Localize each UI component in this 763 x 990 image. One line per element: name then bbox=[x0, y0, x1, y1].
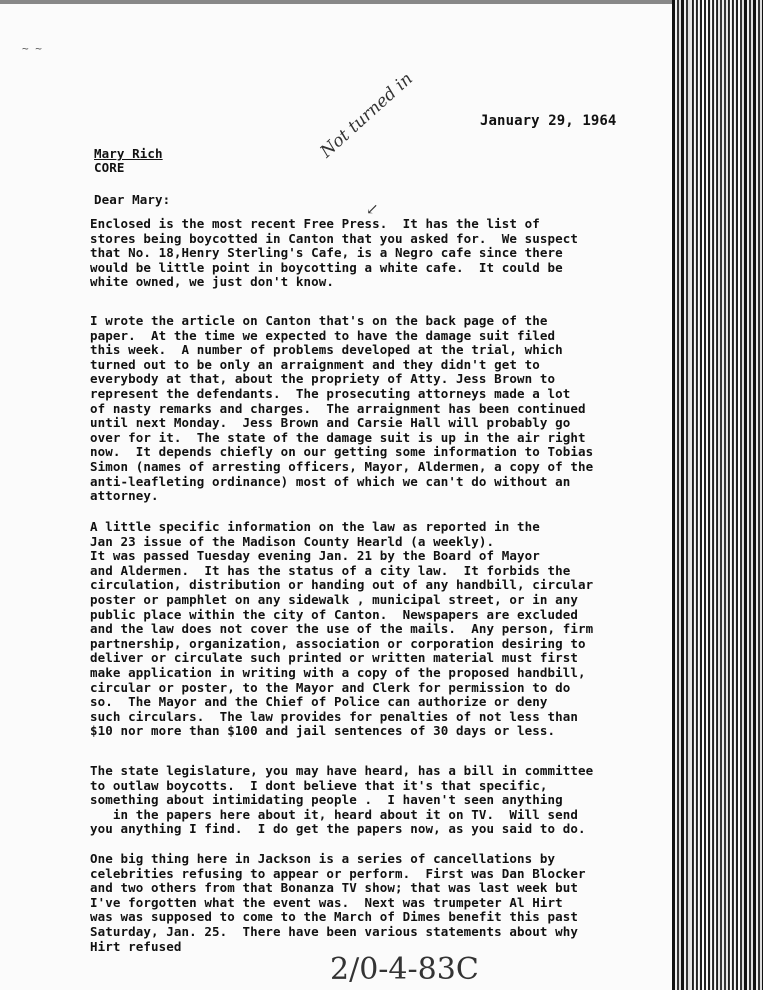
body-line: A little specific information on the law as reported in the bbox=[90, 519, 540, 534]
body-line: circular or poster, to the Mayor and Clerk for permission to do bbox=[90, 679, 571, 695]
letter-date: January 29, 1964 bbox=[480, 113, 617, 129]
body-line: One big thing here in Jackson is a series of cancellations by bbox=[90, 851, 556, 866]
body-line: represent the defendants. The prosecuting attorneys made a lot bbox=[90, 386, 571, 401]
body-line: public place within the city of Canton. Newspapers are excluded bbox=[90, 606, 579, 622]
body-line: Simon (names of arresting officers, Mayor, Aldermen, a copy of the bbox=[90, 459, 594, 474]
body-line: to outlaw boycotts. I dont believe that it's that specific, bbox=[90, 777, 548, 793]
body-line: anti-leafleting ordinance) most of which we can't do without an bbox=[90, 473, 571, 489]
body-line: attorney. bbox=[90, 488, 159, 504]
body-line: would be little point in boycotting a white cafe. It could be bbox=[90, 259, 563, 275]
body-line: deliver or circulate such printed or written material must first bbox=[90, 650, 579, 666]
body-line: was was supposed to come to the March of Dimes benefit this past bbox=[90, 909, 579, 925]
recipient-name: Mary Rich bbox=[94, 146, 163, 161]
body-line: so. The Mayor and the Chief of Police can authorize or deny bbox=[90, 694, 548, 710]
body-line: The state legislature, you may have heard, has a bill in committee bbox=[90, 763, 594, 778]
body-line: such circulars. The law provides for penalties of not less than bbox=[90, 708, 579, 724]
body-line: stores being boycotted in Canton that you asked for. We suspect bbox=[90, 230, 579, 246]
body-line: now. It depends chiefly on our getting some information to Tobias bbox=[90, 444, 594, 460]
body-line: turned out to be only an arraignment and they didn't get to bbox=[90, 356, 540, 372]
body-line: something about intimidating people . I haven't seen anything bbox=[90, 792, 563, 808]
body-line: It was passed Tuesday evening Jan. 21 by the Board of Mayor bbox=[90, 548, 540, 564]
body-line: over for it. The state of the damage suit is up in the air right bbox=[90, 429, 586, 445]
corner-mark: ~ ~ bbox=[22, 42, 42, 55]
salutation: Dear Mary: bbox=[94, 192, 171, 207]
body-line: celebrities refusing to appear or perform. First was Dan Blocker bbox=[90, 865, 586, 881]
body-line: make application in writing with a copy of the proposed handbill, bbox=[90, 665, 586, 680]
body-line: everybody at that, about the propriety of Atty. Jess Brown to bbox=[90, 371, 556, 387]
body-line: in the papers here about it, heard about it on TV. Will send bbox=[90, 806, 579, 822]
body-line: partnership, organization, association or corporation desiring to bbox=[90, 635, 586, 651]
annotation-arrow-icon: ↙ bbox=[366, 200, 379, 218]
file-number: 2/0-4-83C bbox=[330, 952, 479, 987]
recipient-org: CORE bbox=[94, 160, 125, 175]
body-line: and the law does not cover the use of the mails. Any person, firm bbox=[90, 621, 594, 637]
body-line: and Aldermen. It has the status of a city law. It forbids the bbox=[90, 562, 571, 578]
body-line: of nasty remarks and charges. The arraignment has been continued bbox=[90, 400, 586, 416]
body-line: $10 nor more than $100 and jail sentences of 30 days or less. bbox=[90, 723, 556, 739]
body-line: Saturday, Jan. 25. There have been various statements about why bbox=[90, 924, 579, 939]
body-line: I've forgotten what the event was. Next was trumpeter Al Hirt bbox=[90, 894, 563, 910]
body-line: white owned, we just don't know. bbox=[90, 274, 335, 290]
body-line: and two others from that Bonanza TV show; that was last week but bbox=[90, 880, 579, 896]
body-line: you anything I find. I do get the papers now, as you said to do. bbox=[90, 821, 586, 837]
body-line: Jan 23 issue of the Madison County Hearld (a weekly). bbox=[90, 533, 495, 549]
body-line: I wrote the article on Canton that's on the back page of the bbox=[90, 313, 548, 328]
body-line: until next Monday. Jess Brown and Carsie Hall will probably go bbox=[90, 415, 571, 431]
body-line: Enclosed is the most recent Free Press. It has the list of bbox=[90, 216, 540, 231]
body-line: circulation, distribution or handing out of any handbill, circular bbox=[90, 577, 594, 593]
body-line: paper. At the time we expected to have the damage suit filed bbox=[90, 327, 556, 343]
handwritten-annotation: Not turned in bbox=[316, 68, 417, 162]
body-line: that No. 18,Henry Sterling's Cafe, is a Negro cafe since there bbox=[90, 245, 563, 261]
body-line: Hirt refused bbox=[90, 938, 182, 954]
body-line: this week. A number of problems developed at the trial, which bbox=[90, 342, 563, 358]
body-line: poster or pamphlet on any sidewalk , municipal street, or in any bbox=[90, 592, 579, 607]
film-edge bbox=[672, 0, 763, 990]
